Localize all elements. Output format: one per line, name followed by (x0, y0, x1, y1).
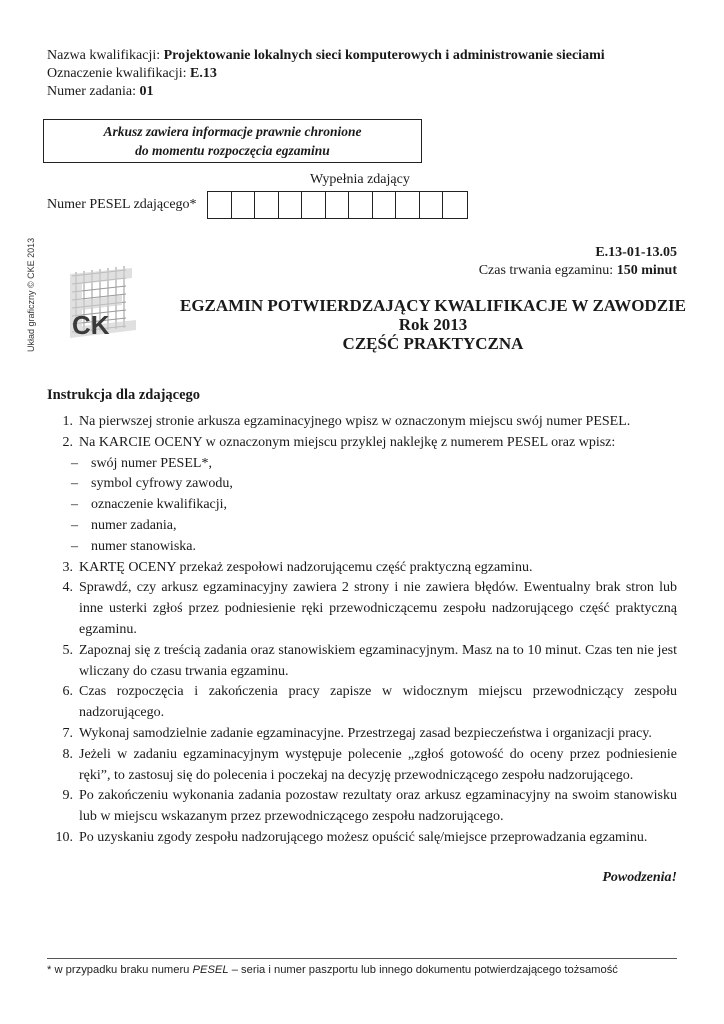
list-item: 10. Po uzyskaniu zgody zespołu nadzorującego możesz opuścić salę/miejsce przeprowadzania egzaminu. (55, 829, 648, 845)
exam-header (47, 47, 605, 101)
list-item: 4. Sprawdź, czy arkusz egzaminacyjny zawiera 2 strony i nie zawiera błędów. Ewentualny brak stron lub inne usterki zgłoś przez podniesienie ręki przewodniczącemu zespołu nadzorującego część praktyczną egzaminu. (62, 580, 677, 637)
exam-title (140, 296, 724, 353)
list-item: 2. Na KARCIE OCENY w oznaczonym miejscu przyklej naklejkę z numerem PESEL oraz wpisz: (62, 434, 616, 450)
footnote-divider (47, 958, 677, 959)
qualification-code: Oznaczenie kwalifikacji: E.13 (47, 66, 217, 81)
pesel-digit-box[interactable] (255, 192, 279, 218)
pesel-digit-box[interactable] (349, 192, 373, 218)
qualification-name: Nazwa kwalifikacji: Projektowanie lokalnych sieci komputerowych i administrowanie sieciami (47, 48, 605, 63)
title-line-1: EGZAMIN POTWIERDZAJĄCY KWALIFIKACJE W ZAWODZIE (180, 296, 686, 315)
list-item: 3. KARTĘ OCENY przekaż zespołowi nadzorującemu część praktyczną egzaminu. (62, 559, 533, 575)
good-luck: Powodzenia! (602, 870, 677, 885)
list-item: 7. Wykonaj samodzielnie zadanie egzaminacyjne. Przestrzegaj zasad bezpieczeństwa i organizacji pracy. (62, 725, 652, 741)
list-item: 5. Zapoznaj się z treścią zadania oraz stanowiskiem egzaminacyjnym. Masz na to 10 minut. Czas ten nie jest wliczany do czasu trwania egzaminu. (62, 642, 677, 679)
exam-duration: Czas trwania egzaminu: 150 minut (478, 263, 677, 278)
sub-list-item: – symbol cyfrowy zawodu, (71, 476, 233, 492)
pesel-digit-box[interactable] (373, 192, 397, 218)
pesel-digit-box[interactable] (396, 192, 420, 218)
list-item: 6. Czas rozpoczęcia i zakończenia pracy zapisze w widocznym miejscu przewodniczący zespołu nadzorującego. (62, 684, 677, 721)
title-line-3: CZĘŚĆ PRAKTYCZNA (342, 334, 524, 353)
pesel-digit-box[interactable] (443, 192, 467, 218)
sub-list-item: – numer zadania, (71, 517, 177, 533)
task-number: Numer zadania: 01 (47, 84, 154, 99)
exam-code: E.13-01-13.05 (595, 245, 677, 260)
sub-list-item: – numer stanowiska. (71, 538, 196, 554)
notice-line-2: do momentu rozpoczęcia egzaminu (135, 143, 330, 158)
pesel-digit-box[interactable] (420, 192, 444, 218)
cke-logo-icon (66, 264, 138, 344)
footnote: * w przypadku braku numeru PESEL – seria i numer paszportu lub innego dokumentu potwierdzającego tożsamość (47, 964, 618, 976)
sub-list-item: – oznaczenie kwalifikacji, (71, 497, 228, 513)
svg-text:CK: CK (72, 310, 110, 340)
notice-line-1: Arkusz zawiera informacje prawnie chronione (103, 124, 362, 139)
list-item: 1. Na pierwszej stronie arkusza egzaminacyjnego wpisz w oznaczonym miejscu swój numer PESEL. (62, 414, 631, 429)
title-line-2: Rok 2013 (398, 315, 468, 334)
instructions-heading: Instrukcja dla zdającego (47, 387, 201, 403)
instructions-list (47, 412, 677, 849)
layout-credit: Układ graficzny © CKE 2013 (26, 237, 36, 352)
list-item: 9. Po zakończeniu wykonania zadania pozostaw rezultaty oraz arkusz egzaminacyjny na swoim stanowisku lub w miejscu wskazanym przez przewodniczącego zespołu nadzorującego. (62, 788, 677, 825)
fill-by-candidate-label: Wypełnia zdający (310, 172, 410, 187)
exam-code-block (479, 244, 677, 280)
pesel-label: Numer PESEL zdającego* (47, 197, 197, 212)
pesel-digit-box[interactable] (302, 192, 326, 218)
pesel-digit-box[interactable] (208, 192, 232, 218)
list-item: 8. Jeżeli w zadaniu egzaminacyjnym występuje polecenie „zgłoś gotowość do oceny przez podniesienie ręki”, to zastosuj się do polecenia i poczekaj na decyzję przewodniczącego zespołu nadzorującego. (62, 746, 677, 783)
pesel-digit-box[interactable] (326, 192, 350, 218)
pesel-digit-box[interactable] (279, 192, 303, 218)
sub-list-item: – swój numer PESEL*, (71, 455, 212, 471)
protected-info-notice (43, 119, 422, 163)
pesel-input-grid[interactable] (207, 191, 468, 219)
pesel-digit-box[interactable] (232, 192, 256, 218)
